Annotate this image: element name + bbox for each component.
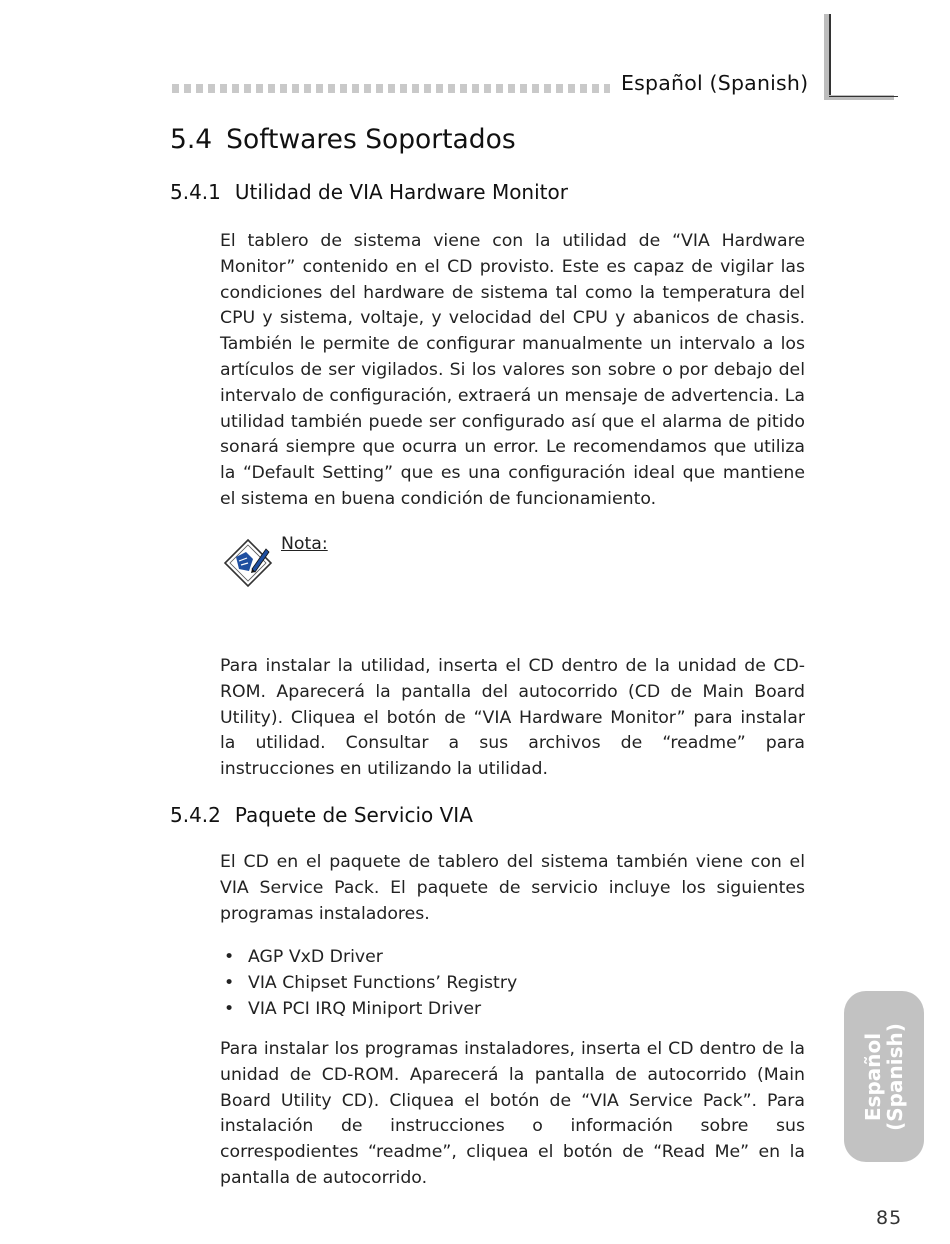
side-tab-line-2: (Spanish) <box>883 1023 907 1131</box>
corner-crop-mark <box>824 14 898 100</box>
note-pencil-icon <box>222 537 274 589</box>
note-label: Nota: <box>281 534 328 554</box>
subsection-number: 5.4.2 <box>170 803 221 827</box>
list-item: • AGP VxD Driver <box>220 945 517 971</box>
subsection-number: 5.4.1 <box>170 180 221 204</box>
hardware-monitor-install-paragraph: Para instalar la utilidad, inserta el CD dentro de la unidad de CD-ROM. Aparecerá la pantalla del autocorrido (CD de Main Board Utility). Cliquea el botón de “VIA Hardware Monitor” para instalar la utilidad. Consultar a sus archivos de “readme” para instrucciones en utilizando la utilidad. <box>220 656 805 780</box>
hardware-monitor-paragraph: El tablero de sistema viene con la utilidad de “VIA Hardware Monitor” contenido en el CD provisto. Este es capaz de vigilar las condiciones del hardware de sistema tal como la temperatura del CPU y sistema, voltaje, y velocidad del CPU y abanicos de chasis. También le permite de configurar manualmente un intervalo a los artículos de ser vigilados. Si los valores son sobre o por debajo del intervalo de configuración, extraerá un mensaje de advertencia. La utilidad también puede ser configurado así que el alarma de pitido sonará siempre que ocurra un error. Le recomendamos que utiliza la “Default Setting” que es una configuración ideal que mantiene el sistema en buena condición de funcionamiento. <box>220 231 805 509</box>
service-pack-install-paragraph: Para instalar los programas instaladores, inserta el CD dentro de la unidad de CD-ROM. Aparecerá la pantalla de autocorrido (Main Board Utility CD). Cliquea el botón de “VIA Service Pack”. Para instalación de instrucciones o información sobre sus correspodientes “readme”, cliquea el botón de “Read Me” en la pantalla de autocorrido. <box>220 1039 805 1188</box>
section-title: Softwares Soportados <box>226 124 516 155</box>
header-language-label: Español (Spanish) <box>621 71 809 95</box>
list-item: • VIA Chipset Functions’ Registry <box>220 971 517 997</box>
section-number: 5.4 <box>170 124 213 155</box>
subsection-title: Paquete de Servicio VIA <box>234 803 473 827</box>
subsection-title: Utilidad de VIA Hardware Monitor <box>234 180 568 204</box>
list-item: • VIA PCI IRQ Miniport Driver <box>220 997 517 1023</box>
language-side-tab <box>844 991 924 1162</box>
side-tab-line-1: Español <box>861 1032 885 1122</box>
page-number: 85 <box>876 1207 903 1229</box>
header-decoration <box>172 84 610 93</box>
subsection-heading-hardware-monitor <box>170 180 568 204</box>
service-pack-list <box>220 945 517 1022</box>
service-pack-paragraph: El CD en el paquete de tablero del sistema también viene con el VIA Service Pack. El paquete de servicio incluye los siguientes programas instaladores. <box>220 852 805 924</box>
side-tab-label <box>862 1023 906 1131</box>
section-heading <box>170 124 516 155</box>
subsection-heading-service-pack <box>170 803 473 827</box>
